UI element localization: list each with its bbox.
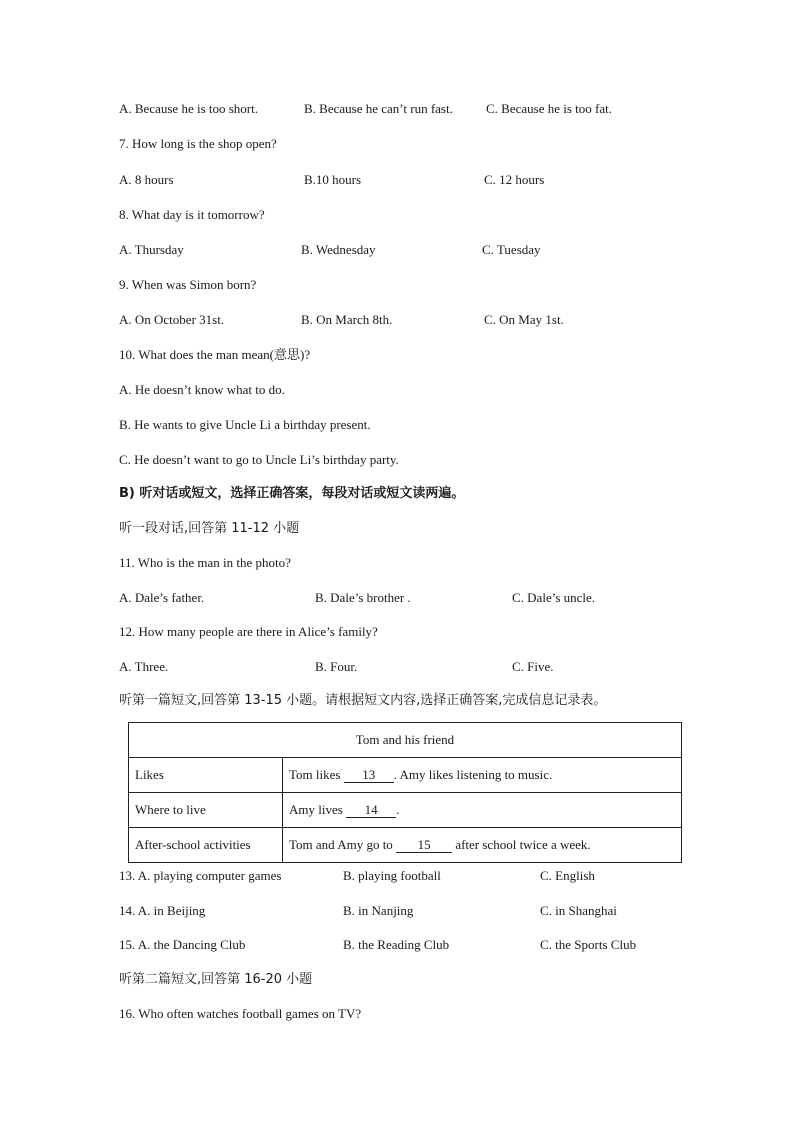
q9-question: 9. When was Simon born? bbox=[119, 277, 257, 292]
row-text-post: . Amy likes listening to music. bbox=[393, 767, 553, 782]
table-row-label: Likes bbox=[129, 758, 283, 793]
answer-blank: 13 bbox=[344, 768, 394, 783]
info-record-table bbox=[128, 722, 682, 863]
passage1-intro: 听第一篇短文,回答第 13-15 小题。请根据短文内容,选择正确答案,完成信息记录表。 bbox=[119, 693, 607, 708]
q15-option-c: C. the Sports Club bbox=[540, 937, 637, 952]
q7-question: 7. How long is the shop open? bbox=[119, 136, 277, 151]
q12-option-a: A. Three. bbox=[119, 659, 169, 674]
q11-option-a: A. Dale’s father. bbox=[119, 590, 205, 605]
q9-option-b: B. On March 8th. bbox=[301, 312, 393, 327]
q13-option-b: B. playing football bbox=[343, 868, 441, 883]
q13-option-a: 13. A. playing computer games bbox=[119, 868, 282, 883]
table-row bbox=[129, 793, 682, 828]
q6-option-a: A. Because he is too short. bbox=[119, 101, 259, 116]
q15-option-b: B. the Reading Club bbox=[343, 937, 450, 952]
q12-option-b: B. Four. bbox=[315, 659, 358, 674]
row-text-post: after school twice a week. bbox=[452, 837, 591, 852]
q12-question: 12. How many people are there in Alice’s family? bbox=[119, 624, 378, 639]
q12-option-c: C. Five. bbox=[512, 659, 554, 674]
q9-option-a: A. On October 31st. bbox=[119, 312, 225, 327]
q10-question: 10. What does the man mean(意思)? bbox=[119, 347, 311, 362]
section-b-title: B) 听对话或短文，选择正确答案，每段对话或短文读两遍。 bbox=[119, 486, 465, 501]
table-row-content bbox=[283, 758, 682, 793]
q8-option-c: C. Tuesday bbox=[482, 242, 541, 257]
q15-option-a: 15. A. the Dancing Club bbox=[119, 937, 246, 952]
table-row-content bbox=[283, 828, 682, 863]
q10-option-b: B. He wants to give Uncle Li a birthday present. bbox=[119, 417, 371, 432]
table-row bbox=[129, 758, 682, 793]
q14-option-b: B. in Nanjing bbox=[343, 903, 414, 918]
answer-blank: 14 bbox=[346, 803, 396, 818]
q7-option-c: C. 12 hours bbox=[484, 172, 545, 187]
table-row-content bbox=[283, 793, 682, 828]
q8-option-b: B. Wednesday bbox=[301, 242, 376, 257]
row-text-pre: Tom and Amy go to bbox=[289, 837, 397, 852]
q11-option-c: C. Dale’s uncle. bbox=[512, 590, 596, 605]
q11-option-b: B. Dale’s brother . bbox=[315, 590, 411, 605]
q8-question: 8. What day is it tomorrow? bbox=[119, 207, 265, 222]
section-b-intro: 听一段对话,回答第 11-12 小题 bbox=[119, 521, 300, 536]
row-text-post: . bbox=[396, 802, 400, 817]
q10-option-a: A. He doesn’t know what to do. bbox=[119, 382, 285, 397]
q6-option-c: C. Because he is too fat. bbox=[486, 101, 612, 116]
q10-option-c: C. He doesn’t want to go to Uncle Li’s birthday party. bbox=[119, 452, 399, 467]
q7-option-a: A. 8 hours bbox=[119, 172, 174, 187]
answer-blank: 15 bbox=[396, 838, 452, 853]
q6-option-b: B. Because he can’t run fast. bbox=[304, 101, 453, 116]
row-text-pre: Tom likes bbox=[289, 767, 344, 782]
q7-option-b: B.10 hours bbox=[304, 172, 362, 187]
table-row bbox=[129, 828, 682, 863]
table-row-label: Where to live bbox=[129, 793, 283, 828]
row-text-pre: Amy lives bbox=[289, 802, 347, 817]
q14-option-a: 14. A. in Beijing bbox=[119, 903, 206, 918]
q8-option-a: A. Thursday bbox=[119, 242, 184, 257]
q13-option-c: C. English bbox=[540, 868, 595, 883]
q11-question: 11. Who is the man in the photo? bbox=[119, 555, 291, 570]
q9-option-c: C. On May 1st. bbox=[484, 312, 564, 327]
table-title: Tom and his friend bbox=[129, 723, 682, 758]
passage2-intro: 听第二篇短文,回答第 16-20 小题 bbox=[119, 972, 313, 987]
q14-option-c: C. in Shanghai bbox=[540, 903, 617, 918]
table-row-label: After-school activities bbox=[129, 828, 283, 863]
q16-question: 16. Who often watches football games on TV? bbox=[119, 1006, 362, 1021]
